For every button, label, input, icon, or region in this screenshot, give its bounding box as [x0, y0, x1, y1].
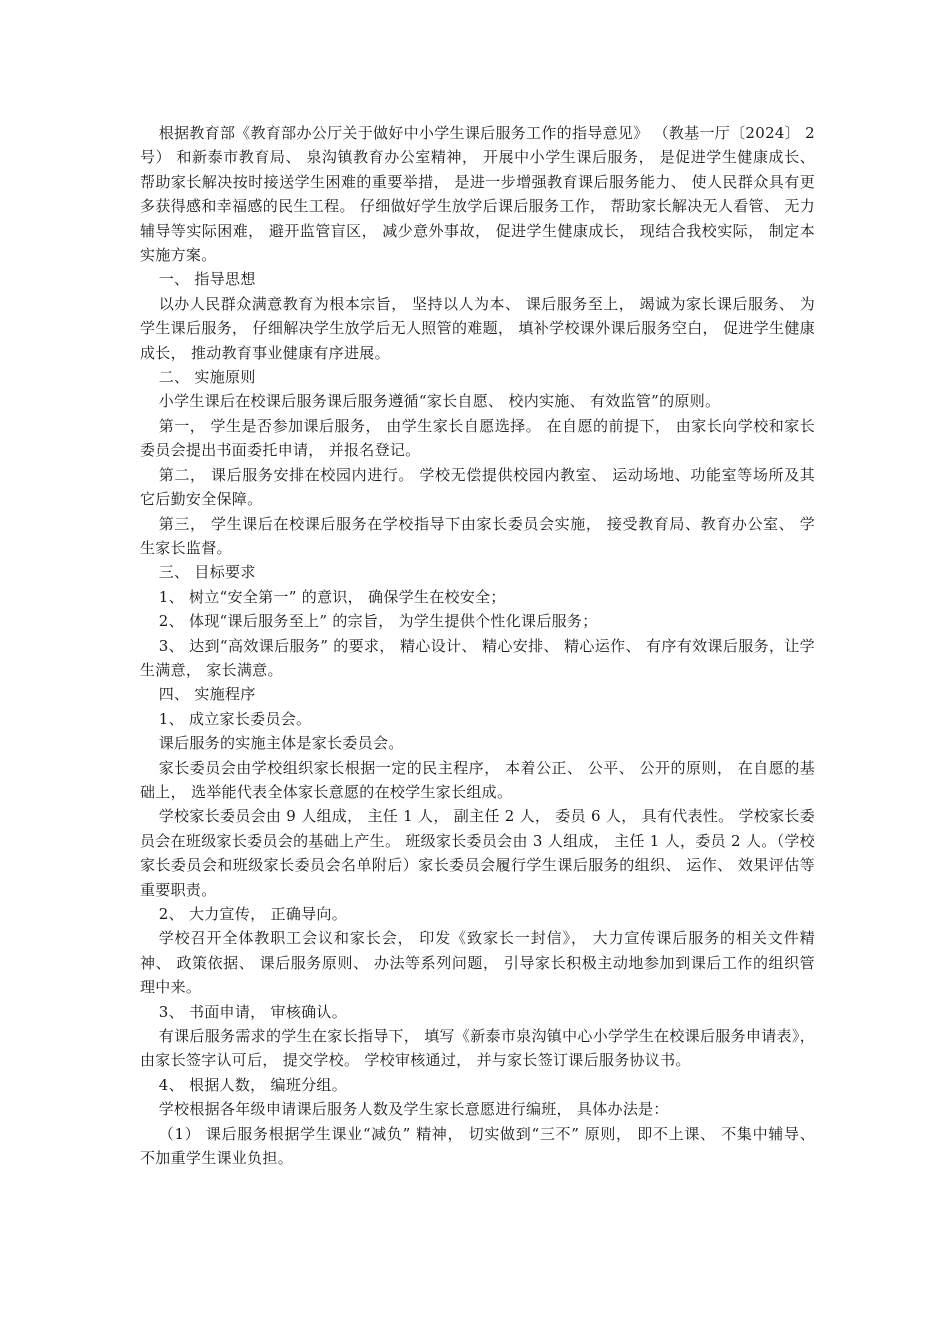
list-item: 4、 根据人数， 编班分组。	[158, 1075, 348, 1094]
body-paragraph: 第三， 学生课后在校课后服务在学校指导下由家长委员会实施， 接受教育局、教育办公室、 学生家长监督。	[140, 514, 815, 557]
list-item: 2、 大力宣传， 正确导向。	[158, 905, 348, 923]
list-item: （1） 课后服务根据学生课业“减负” 精神， 切实做到“三不” 原则， 即不上课、 不集中辅导、 不加重学生课业负担。	[140, 1124, 815, 1168]
body-paragraph: 学校家长委员会由 9 人组成， 主任 1 人， 副主任 2 人， 委员 6 人， 具有代表性。 学校家长委员会在班级家长委员会的基础上产生。 班级家长委员会由 3 人组成， 主任 1 人，委员 2 人。（学校家长委员会和班级家长委员会名单附后）家长委员会履行学生课后服务的组织、 运作、 效果评估等重要职责。	[140, 807, 815, 899]
body-paragraph: 学校召开全体教职工会议和家长会， 印发《致家长一封信》， 大力宣传课后服务的相关文件精神、 政策依据、 课后服务原则、 办法等系列问题， 引导家长积极主动地参加到课后工作的组织管理中来。	[140, 929, 815, 997]
list-item: 3、 书面申请， 审核确认。	[158, 1002, 348, 1021]
body-paragraph: 有课后服务需求的学生在家长指导下， 填写《新泰市泉沟镇中心小学学生在校课后服务申请表》， 由家长签字认可后， 提交学校。 学校审核通过， 并与家长签订课后服务协议书。	[140, 1027, 815, 1070]
section-heading-procedure: 四、 实施程序	[158, 685, 256, 704]
list-item: 1、 成立家长委员会。	[158, 709, 312, 728]
body-paragraph: 课后服务的实施主体是家长委员会。	[158, 734, 404, 753]
body-paragraph: 学校根据各年级申请课后服务人数及学生家长意愿进行编班， 具体办法是：	[158, 1100, 669, 1119]
section-heading-goals: 三、 目标要求	[158, 563, 256, 582]
intro-paragraph: 根据教育部《教育部办公厅关于做好中小学生课后服务工作的指导意见》 （教基一厅〔2024〕 2 号） 和新泰市教育局、 泉沟镇教育办公室精神， 开展中小学生课后服务， 是促进学生健康成长、 帮助家长解决按时接送学生困难的重要举措， 是进一步增强教育课后服务能力、 使人民群众具有更多获得感和幸福感的民生工程。 仔细做好学生放学后课后服务工作， 帮助家长解决无人看管、 无力辅导等实际困难， 避开监管盲区， 减少意外事故， 促进学生健康成长， 现结合我校实际， 制定本实施方案。	[140, 124, 815, 265]
body-paragraph: 小学生课后在校课后服务课后服务遵循“家长自愿、 校内实施、 有效监管”的原则。	[158, 392, 721, 411]
body-paragraph: 家长委员会由学校组织家长根据一定的民主程序， 本着公正、 公平、 公开的原则， 在自愿的基础上， 选举能代表全体家长意愿的在校学生家长组成。	[140, 758, 815, 801]
list-item: 1、 树立“安全第一” 的意识， 确保学生在校安全；	[158, 587, 506, 606]
body-paragraph: 以办人民群众满意教育为根本宗旨， 坚持以人为本、 课后服务至上， 竭诚为家长课后服务、 为学生课后服务， 仔细解决学生放学后无人照管的难题， 填补学校课外课后服务空白， 促进学生健康成长， 推动教育事业健康有序进展。	[140, 294, 815, 362]
document-page	[140, 121, 815, 1170]
section-heading-guiding-thought: 一、 指导思想	[158, 270, 256, 289]
section-heading-principles: 二、 实施原则	[158, 368, 256, 387]
body-paragraph: 第二， 课后服务安排在校园内进行。 学校无偿提供校园内教室、 运动场地、功能室等场所及其它后勤安全保障。	[140, 465, 815, 509]
body-paragraph: 第一， 学生是否参加课后服务， 由学生家长自愿选择。 在自愿的前提下， 由家长向学校和家长委员会提出书面委托申请， 并报名登记。	[140, 416, 815, 460]
list-item: 3、 达到“高效课后服务” 的要求， 精心设计、 精心安排、 精心运作、 有序有效课后服务，让学生满意， 家长满意。	[140, 636, 815, 679]
list-item: 2、 体现“课后服务至上” 的宗旨， 为学生提供个性化课后服务；	[158, 612, 598, 631]
